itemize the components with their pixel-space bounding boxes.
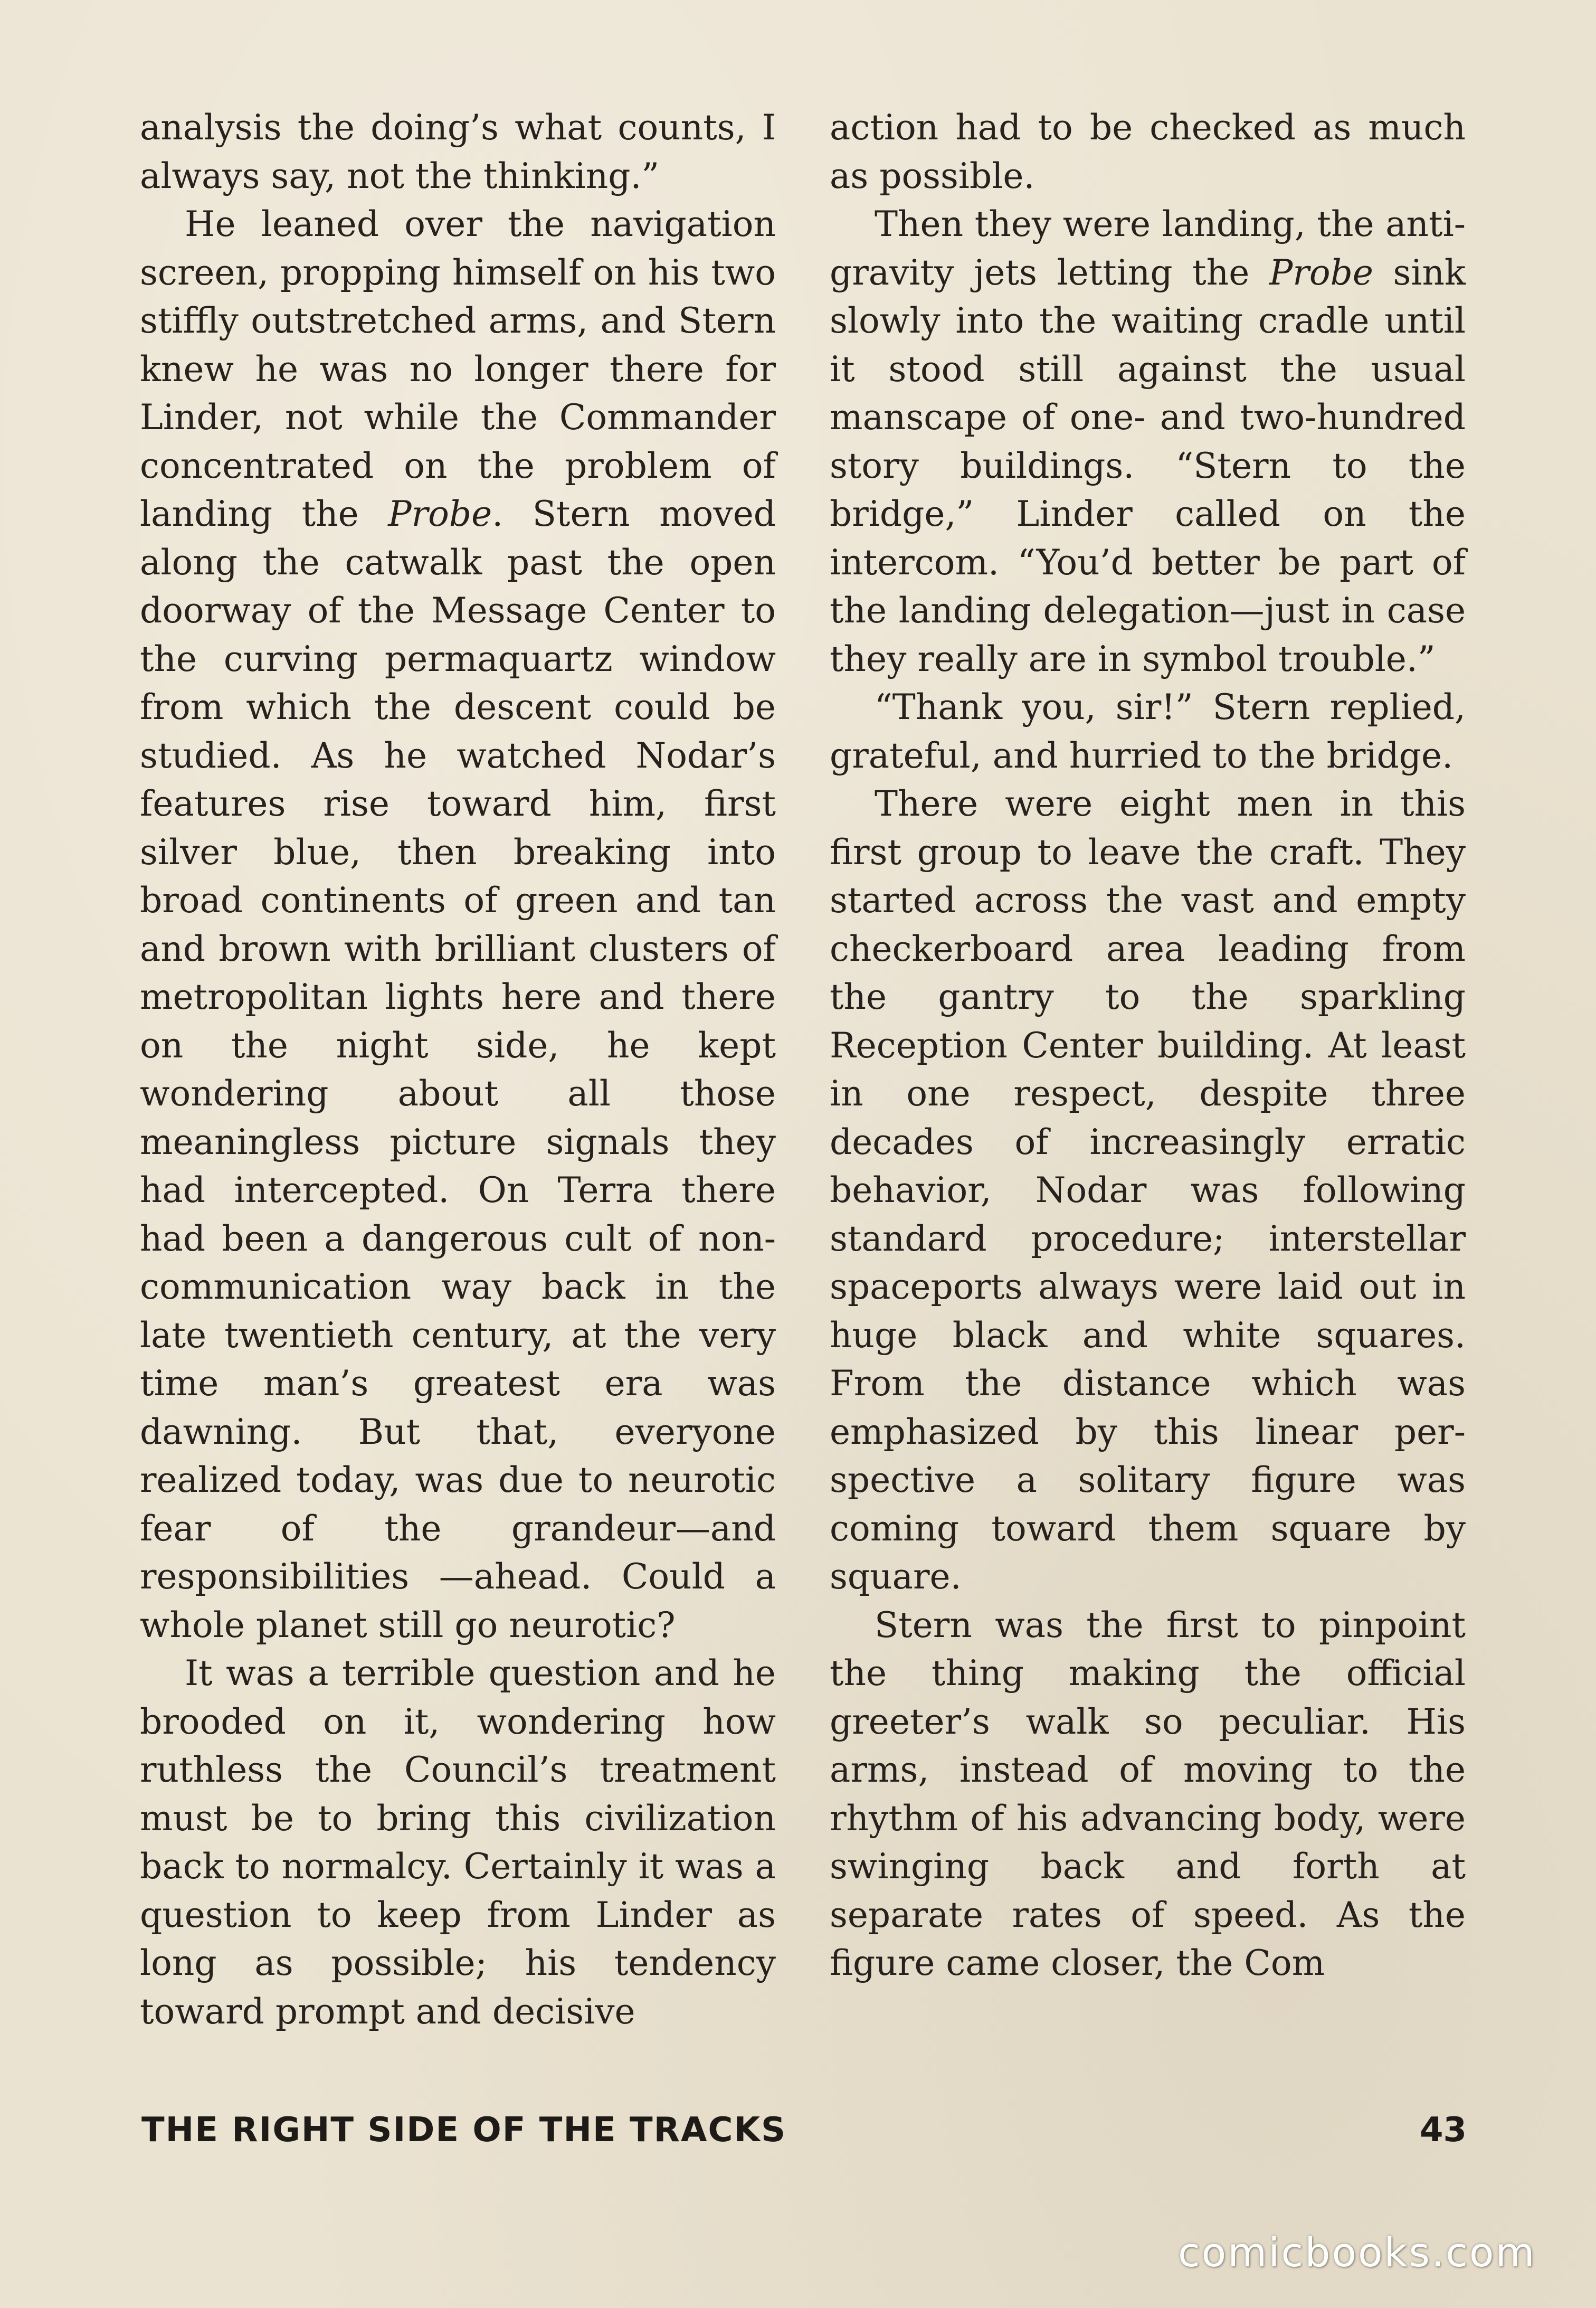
ship-name: Probe [1269, 252, 1373, 293]
paragraph: It was a terrible question and he brooded on it, wondering how ruthless the Council’s treatment must be to bring this civilization back to normalcy. Certainly it was a question to keep from Linder as long as possible; his tendency toward prompt and decisive [140, 1653, 776, 2032]
paragraph: action had to be checked as much as possible. [830, 107, 1466, 196]
right-text-column [830, 103, 1466, 1988]
site-watermark: comicbooks.com [1178, 2229, 1536, 2276]
left-text-column [140, 103, 776, 2036]
page-number: 43 [1420, 2111, 1467, 2150]
paragraph: He leaned over the navigation screen, propping himself on his two stiffly outstretched arms, and Stern knew he was no longer there for Linder, not while the Commander concentrated on the problem of landing the Probe. Stern moved along the catwalk past the open doorway of the Message Center to the curving permaquartz window from which the descent could be studied. As he watched Nodar’s features rise toward him, first silver blue, then breaking into broad continents of green and tan and brown with brilliant clusters of metropolitan lights here and there on the night side, he kept wondering about all those meaningless picture signals they had intercepted. On Terra there had been a dangerous cult of non-communication way back in the late twentieth century, at the very time man’s greatest era was dawning. But that, everyone realized today, was due to neurotic fear of the grandeur—and responsibilities —ahead. Could a whole planet still go neurotic? [140, 204, 776, 1645]
ship-name: Probe [388, 494, 492, 534]
paragraph: Then they were landing, the anti-gravity jets letting the Probe sink slowly into the waiting cradle until it stood still against the usual manscape of one- and two-hundred story buildings. “Stern to the bridge,” Linder called on the intercom. “You’d better be part of the landing delegation—just in case they really are in symbol trouble.” [830, 204, 1466, 679]
running-title: THE RIGHT SIDE OF THE TRACKS [141, 2111, 787, 2150]
paragraph: “Thank you, sir!” Stern replied, grateful, and hurried to the bridge. [830, 687, 1466, 776]
paragraph: analysis the doing’s what counts, I always say, not the thinking.” [140, 107, 776, 196]
paragraph: There were eight men in this first group to leave the craft. They started across the vast and empty checkerboard area leading from the gantry to the sparkling Reception Center building. At least in one respect, despite three decades of increasingly erratic behavior, Nodar was following standard procedure; interstellar spaceports always were laid out in huge black and white squares. From the distance which was emphasized by this linear perspective a solitary figure was coming toward them square by square. [830, 783, 1466, 1597]
paragraph: Stern was the first to pinpoint the thing making the official greeter’s walk so peculiar. His arms, instead of moving to the rhythm of his advancing body, were swinging back and forth at separate rates of speed. As the figure came closer, the Com [830, 1604, 1466, 1983]
